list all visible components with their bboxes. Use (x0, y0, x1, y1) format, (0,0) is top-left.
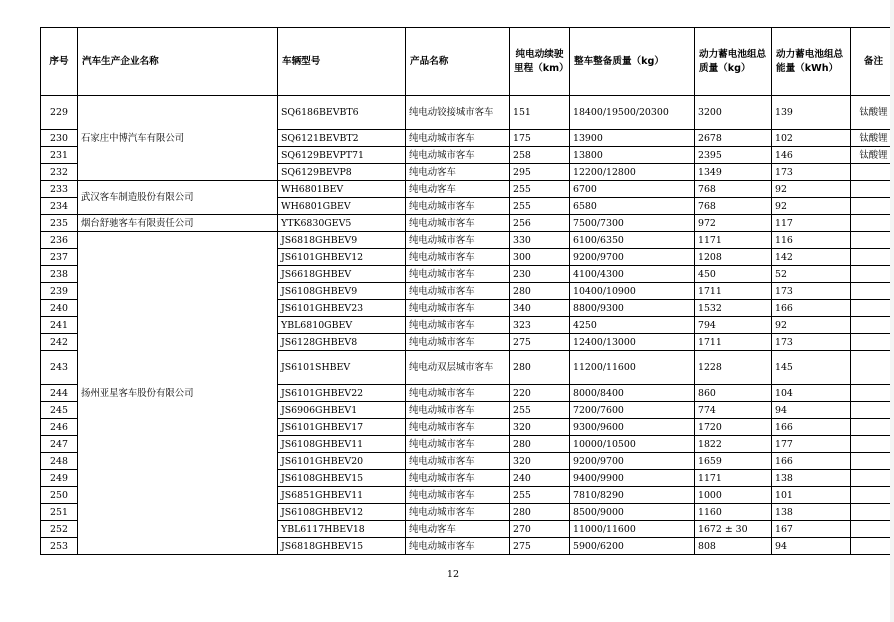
cell-note (851, 487, 894, 504)
cell-battery-energy: 167 (772, 521, 851, 538)
cell-battery-energy: 138 (772, 504, 851, 521)
cell-product: 纯电动双层城市客车 (406, 351, 510, 385)
table-row (41, 96, 894, 130)
cell-battery-energy: 166 (772, 453, 851, 470)
cell-battery-mass: 1711 (695, 283, 772, 300)
cell-mass: 12200/12800 (570, 164, 695, 181)
cell-note: 钛酸锂 (851, 147, 894, 164)
cell-mass: 11200/11600 (570, 351, 695, 385)
cell-battery-mass: 1208 (695, 249, 772, 266)
cell-note (851, 283, 894, 300)
cell-mass: 13900 (570, 130, 695, 147)
cell-range: 255 (510, 402, 570, 419)
cell-battery-mass: 1720 (695, 419, 772, 436)
cell-battery-energy: 142 (772, 249, 851, 266)
cell-company: 烟台舒驰客车有限责任公司 (78, 215, 278, 232)
cell-battery-energy: 166 (772, 300, 851, 317)
cell-battery-energy: 92 (772, 198, 851, 215)
cell-mass: 8000/8400 (570, 385, 695, 402)
cell-battery-energy: 173 (772, 283, 851, 300)
cell-product: 纯电动客车 (406, 181, 510, 198)
cell-note (851, 521, 894, 538)
cell-note (851, 198, 894, 215)
cell-battery-energy: 166 (772, 419, 851, 436)
cell-battery-energy: 117 (772, 215, 851, 232)
cell-seq: 238 (41, 266, 78, 283)
cell-range: 323 (510, 317, 570, 334)
cell-product: 纯电动城市客车 (406, 130, 510, 147)
cell-battery-mass: 1532 (695, 300, 772, 317)
cell-seq: 253 (41, 538, 78, 555)
cell-battery-energy: 92 (772, 317, 851, 334)
cell-product: 纯电动城市客车 (406, 266, 510, 283)
page-edge (890, 0, 894, 622)
cell-battery-mass: 2395 (695, 147, 772, 164)
cell-battery-mass: 2678 (695, 130, 772, 147)
cell-mass: 8800/9300 (570, 300, 695, 317)
cell-model: JS6101GHBEV20 (278, 453, 406, 470)
cell-company: 扬州亚星客车股份有限公司 (78, 232, 278, 555)
cell-seq: 231 (41, 147, 78, 164)
cell-battery-energy: 138 (772, 470, 851, 487)
cell-note (851, 232, 894, 249)
cell-seq: 239 (41, 283, 78, 300)
cell-seq: 241 (41, 317, 78, 334)
cell-battery-mass: 1659 (695, 453, 772, 470)
cell-battery-energy: 101 (772, 487, 851, 504)
cell-seq: 243 (41, 351, 78, 385)
cell-product: 纯电动城市客车 (406, 283, 510, 300)
cell-product: 纯电动城市客车 (406, 453, 510, 470)
cell-note (851, 266, 894, 283)
cell-mass: 7500/7300 (570, 215, 695, 232)
cell-mass: 10000/10500 (570, 436, 695, 453)
cell-seq: 242 (41, 334, 78, 351)
cell-product: 纯电动城市客车 (406, 300, 510, 317)
cell-note (851, 385, 894, 402)
cell-model: JS6101GHBEV17 (278, 419, 406, 436)
cell-note: 钛酸锂 (851, 96, 894, 130)
cell-battery-mass: 1822 (695, 436, 772, 453)
cell-model: YBL6117HBEV18 (278, 521, 406, 538)
cell-company: 武汉客车制造股份有限公司 (78, 181, 278, 215)
cell-range: 340 (510, 300, 570, 317)
cell-battery-energy: 146 (772, 147, 851, 164)
cell-battery-energy: 104 (772, 385, 851, 402)
page-number: 12 (446, 569, 460, 580)
cell-battery-energy: 52 (772, 266, 851, 283)
header-range: 纯电动续驶里程（km） (510, 28, 570, 96)
table-row (41, 232, 894, 249)
cell-note (851, 351, 894, 385)
cell-range: 270 (510, 521, 570, 538)
cell-model: SQ6186BEVBT6 (278, 96, 406, 130)
cell-note (851, 453, 894, 470)
cell-seq: 244 (41, 385, 78, 402)
cell-model: JS6108GHBEV11 (278, 436, 406, 453)
cell-battery-mass: 1349 (695, 164, 772, 181)
cell-product: 纯电动客车 (406, 521, 510, 538)
cell-battery-mass: 1171 (695, 470, 772, 487)
cell-mass: 9300/9600 (570, 419, 695, 436)
cell-range: 151 (510, 96, 570, 130)
cell-range: 230 (510, 266, 570, 283)
cell-range: 280 (510, 351, 570, 385)
cell-battery-energy: 177 (772, 436, 851, 453)
cell-note (851, 334, 894, 351)
cell-product: 纯电动城市客车 (406, 385, 510, 402)
cell-battery-energy: 145 (772, 351, 851, 385)
cell-range: 256 (510, 215, 570, 232)
cell-model: JS6101GHBEV22 (278, 385, 406, 402)
cell-product: 纯电动城市客车 (406, 215, 510, 232)
cell-seq: 237 (41, 249, 78, 266)
cell-battery-energy: 92 (772, 181, 851, 198)
cell-battery-energy: 102 (772, 130, 851, 147)
cell-model: SQ6129BEVP8 (278, 164, 406, 181)
cell-product: 纯电动城市客车 (406, 504, 510, 521)
cell-battery-energy: 94 (772, 538, 851, 555)
cell-range: 280 (510, 504, 570, 521)
cell-seq: 251 (41, 504, 78, 521)
cell-note (851, 470, 894, 487)
cell-seq: 246 (41, 419, 78, 436)
cell-mass: 9400/9900 (570, 470, 695, 487)
cell-seq: 234 (41, 198, 78, 215)
cell-model: JS6101GHBEV23 (278, 300, 406, 317)
cell-product: 纯电动城市客车 (406, 402, 510, 419)
cell-battery-mass: 1160 (695, 504, 772, 521)
cell-model: SQ6121BEVBT2 (278, 130, 406, 147)
cell-model: JS6101SHBEV (278, 351, 406, 385)
cell-product: 纯电动城市客车 (406, 317, 510, 334)
header-battery-energy: 动力蓄电池组总能量（kWh） (772, 28, 851, 96)
cell-seq: 250 (41, 487, 78, 504)
cell-note (851, 164, 894, 181)
cell-product: 纯电动城市客车 (406, 487, 510, 504)
cell-note (851, 317, 894, 334)
cell-battery-mass: 768 (695, 181, 772, 198)
cell-mass: 7200/7600 (570, 402, 695, 419)
cell-model: JS6851GHBEV11 (278, 487, 406, 504)
cell-mass: 6100/6350 (570, 232, 695, 249)
cell-battery-mass: 808 (695, 538, 772, 555)
cell-product: 纯电动城市客车 (406, 147, 510, 164)
cell-seq: 233 (41, 181, 78, 198)
cell-product: 纯电动城市客车 (406, 470, 510, 487)
header-product: 产品名称 (406, 28, 510, 96)
cell-mass: 4250 (570, 317, 695, 334)
table-header-row (41, 28, 894, 96)
cell-battery-mass: 1171 (695, 232, 772, 249)
cell-product: 纯电动铰接城市客车 (406, 96, 510, 130)
cell-model: JS6906GHBEV1 (278, 402, 406, 419)
cell-range: 255 (510, 198, 570, 215)
cell-seq: 232 (41, 164, 78, 181)
header-company: 汽车生产企业名称 (78, 28, 278, 96)
cell-model: JS6108GHBEV9 (278, 283, 406, 300)
cell-battery-mass: 3200 (695, 96, 772, 130)
cell-battery-mass: 774 (695, 402, 772, 419)
header-mass: 整车整备质量（kg） (570, 28, 695, 96)
cell-range: 255 (510, 181, 570, 198)
cell-mass: 7810/8290 (570, 487, 695, 504)
cell-mass: 6580 (570, 198, 695, 215)
cell-mass: 18400/19500/20300 (570, 96, 695, 130)
cell-note (851, 215, 894, 232)
cell-note (851, 538, 894, 555)
cell-note (851, 419, 894, 436)
cell-model: JS6101GHBEV12 (278, 249, 406, 266)
cell-seq: 230 (41, 130, 78, 147)
cell-model: YBL6810GBEV (278, 317, 406, 334)
cell-range: 275 (510, 538, 570, 555)
cell-range: 295 (510, 164, 570, 181)
cell-range: 320 (510, 419, 570, 436)
header-battery-mass: 动力蓄电池组总质量（kg） (695, 28, 772, 96)
cell-model: JS6818GHBEV15 (278, 538, 406, 555)
cell-note (851, 504, 894, 521)
cell-battery-mass: 860 (695, 385, 772, 402)
cell-model: JS6818GHBEV9 (278, 232, 406, 249)
cell-battery-mass: 768 (695, 198, 772, 215)
cell-model: JS6618GHBEV (278, 266, 406, 283)
cell-product: 纯电动城市客车 (406, 334, 510, 351)
cell-model: SQ6129BEVPT71 (278, 147, 406, 164)
header-model: 车辆型号 (278, 28, 406, 96)
cell-mass: 5900/6200 (570, 538, 695, 555)
cell-battery-mass: 1711 (695, 334, 772, 351)
cell-range: 255 (510, 487, 570, 504)
cell-mass: 6700 (570, 181, 695, 198)
cell-note (851, 181, 894, 198)
cell-seq: 240 (41, 300, 78, 317)
cell-battery-mass: 972 (695, 215, 772, 232)
cell-battery-mass: 450 (695, 266, 772, 283)
cell-company: 石家庄中博汽车有限公司 (78, 96, 278, 181)
cell-range: 320 (510, 453, 570, 470)
cell-model: JS6128GHBEV8 (278, 334, 406, 351)
cell-battery-energy: 173 (772, 164, 851, 181)
cell-battery-mass: 1672 ± 30 (695, 521, 772, 538)
cell-battery-energy: 94 (772, 402, 851, 419)
cell-battery-mass: 1000 (695, 487, 772, 504)
cell-product: 纯电动城市客车 (406, 436, 510, 453)
cell-product: 纯电动城市客车 (406, 249, 510, 266)
cell-product: 纯电动客车 (406, 164, 510, 181)
cell-battery-energy: 139 (772, 96, 851, 130)
cell-model: WH6801GBEV (278, 198, 406, 215)
cell-battery-mass: 794 (695, 317, 772, 334)
cell-mass: 13800 (570, 147, 695, 164)
cell-note (851, 402, 894, 419)
cell-seq: 249 (41, 470, 78, 487)
cell-model: YTK6830GEV5 (278, 215, 406, 232)
cell-note (851, 436, 894, 453)
cell-battery-energy: 173 (772, 334, 851, 351)
cell-product: 纯电动城市客车 (406, 198, 510, 215)
cell-seq: 252 (41, 521, 78, 538)
cell-note (851, 300, 894, 317)
cell-range: 275 (510, 334, 570, 351)
cell-product: 纯电动城市客车 (406, 232, 510, 249)
cell-range: 280 (510, 283, 570, 300)
cell-mass: 12400/13000 (570, 334, 695, 351)
table-row (41, 215, 894, 232)
cell-range: 240 (510, 470, 570, 487)
cell-seq: 229 (41, 96, 78, 130)
cell-model: JS6108GHBEV15 (278, 470, 406, 487)
cell-note: 钛酸锂 (851, 130, 894, 147)
cell-product: 纯电动城市客车 (406, 538, 510, 555)
cell-range: 258 (510, 147, 570, 164)
cell-product: 纯电动城市客车 (406, 419, 510, 436)
cell-mass: 8500/9000 (570, 504, 695, 521)
cell-seq: 248 (41, 453, 78, 470)
table-row (41, 181, 894, 198)
cell-mass: 10400/10900 (570, 283, 695, 300)
table-body (41, 96, 894, 555)
cell-range: 330 (510, 232, 570, 249)
cell-mass: 4100/4300 (570, 266, 695, 283)
header-note: 备注 (851, 28, 894, 96)
cell-seq: 235 (41, 215, 78, 232)
cell-mass: 9200/9700 (570, 453, 695, 470)
cell-note (851, 249, 894, 266)
cell-seq: 247 (41, 436, 78, 453)
cell-battery-energy: 116 (772, 232, 851, 249)
cell-mass: 11000/11600 (570, 521, 695, 538)
cell-battery-mass: 1228 (695, 351, 772, 385)
cell-mass: 9200/9700 (570, 249, 695, 266)
cell-model: WH6801BEV (278, 181, 406, 198)
header-seq: 序号 (41, 28, 78, 96)
cell-range: 300 (510, 249, 570, 266)
vehicle-catalog-table (40, 27, 894, 555)
cell-seq: 236 (41, 232, 78, 249)
cell-range: 280 (510, 436, 570, 453)
cell-range: 175 (510, 130, 570, 147)
cell-model: JS6108GHBEV12 (278, 504, 406, 521)
cell-seq: 245 (41, 402, 78, 419)
cell-range: 220 (510, 385, 570, 402)
